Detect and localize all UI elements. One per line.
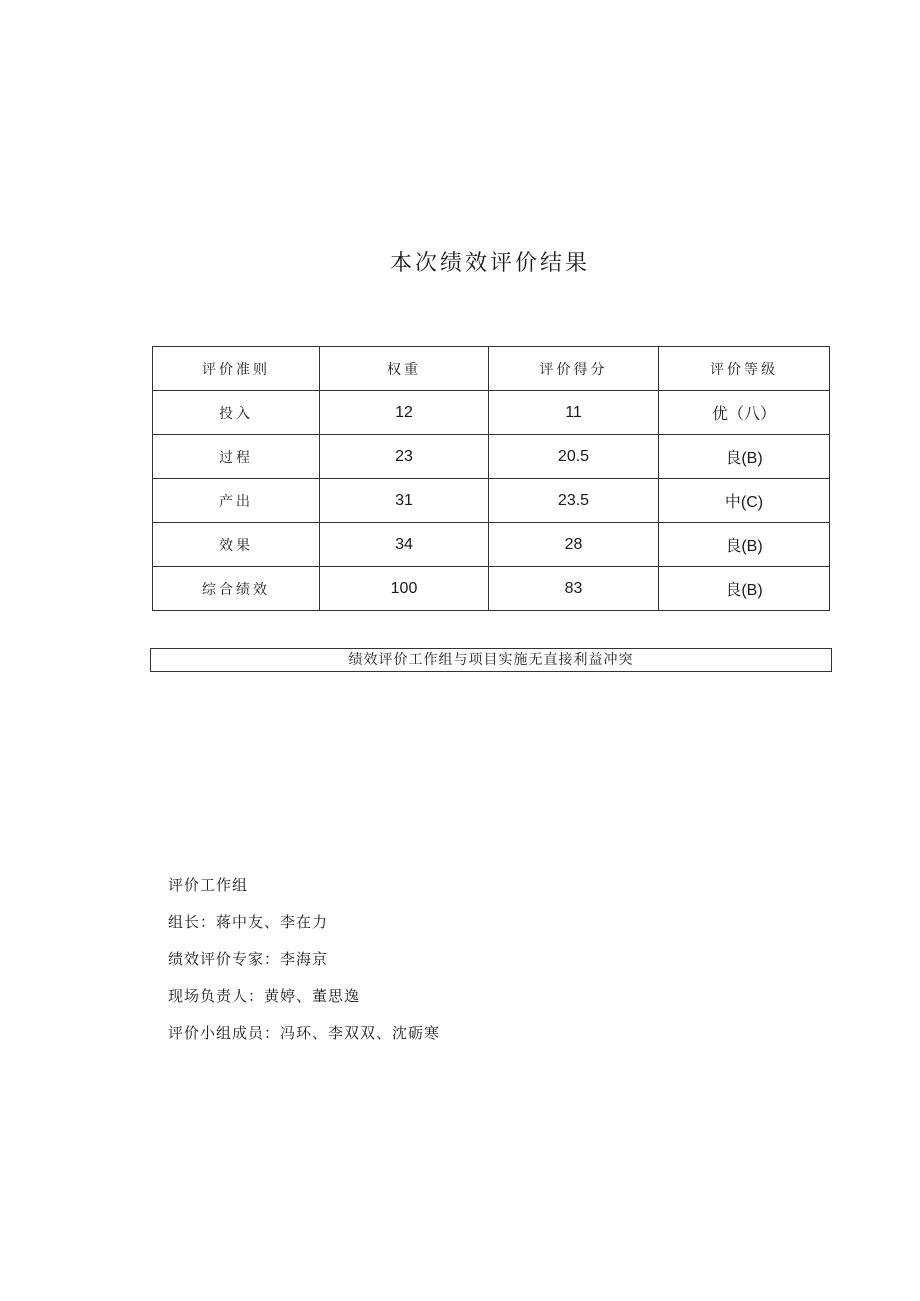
grade-cell: 良(B)	[659, 523, 830, 567]
weight-cell: 31	[320, 479, 489, 523]
criterion-cell: 投入	[153, 391, 320, 435]
header-weight: 权重	[320, 347, 489, 391]
score-cell: 83	[489, 567, 659, 611]
table-row	[153, 523, 830, 567]
page-title: 本次绩效评价结果	[389, 251, 590, 276]
evaluation-results-table	[152, 346, 830, 611]
team-members: 评价小组成员：冯环、李双双、沈砺寒	[168, 1024, 441, 1042]
criterion-cell: 产出	[153, 479, 320, 523]
table-header-row	[153, 347, 830, 391]
weight-cell: 23	[320, 435, 489, 479]
conflict-of-interest-notice: 绩效评价工作组与项目实施无直接利益冲突	[150, 648, 832, 672]
score-cell: 11	[489, 391, 659, 435]
table-row	[153, 479, 830, 523]
evaluation-team-section	[168, 872, 440, 1057]
team-leaders: 组长：蒋中友、李在力	[168, 913, 329, 931]
header-grade: 评价等级	[659, 347, 830, 391]
header-score: 评价得分	[489, 347, 659, 391]
criterion-cell: 效果	[153, 523, 320, 567]
table-row	[153, 391, 830, 435]
weight-cell: 34	[320, 523, 489, 567]
team-heading: 评价工作组	[168, 876, 249, 894]
score-cell: 23.5	[489, 479, 659, 523]
header-criterion: 评价准则	[153, 347, 320, 391]
criterion-cell: 过程	[153, 435, 320, 479]
criterion-cell: 综合绩效	[153, 567, 320, 611]
grade-cell: 良(B)	[659, 567, 830, 611]
table-row	[153, 435, 830, 479]
grade-cell: 良(B)	[659, 435, 830, 479]
grade-cell: 中(C)	[659, 479, 830, 523]
team-expert: 绩效评价专家：李海京	[168, 950, 329, 968]
weight-cell: 100	[320, 567, 489, 611]
table-row	[153, 567, 830, 611]
score-cell: 20.5	[489, 435, 659, 479]
score-cell: 28	[489, 523, 659, 567]
grade-cell: 优（八）	[659, 391, 830, 435]
weight-cell: 12	[320, 391, 489, 435]
team-onsite-lead: 现场负责人：黄婷、董思逸	[168, 987, 361, 1005]
